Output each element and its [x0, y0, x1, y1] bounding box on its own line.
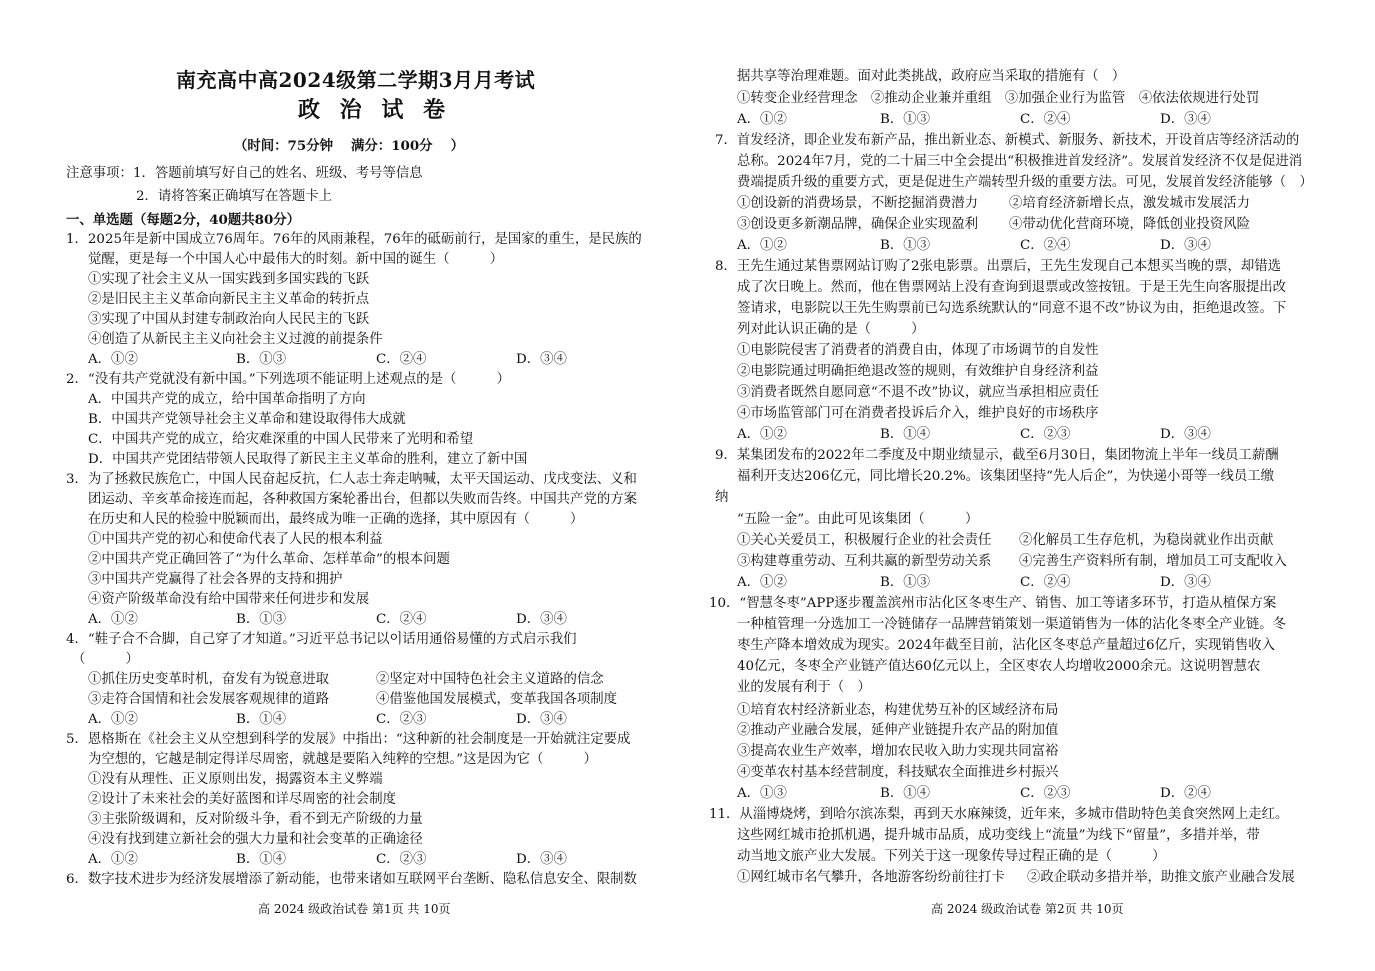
question-line: 觉醒，更是每一个中国人心中最伟大的时刻。新中国的诞生（ ） [88, 252, 504, 267]
notice-line: 2．请将答案正确填写在答题卡上 [136, 189, 332, 204]
choice-b: B．①③ [880, 112, 931, 127]
question-line: 一种植管理一分选加工一冷链储存一品牌营销策划一渠道销售为一体的沾化冬枣全产业链。冬 [737, 617, 1287, 632]
choice-a: A．①② [88, 612, 138, 627]
option-line: ③创设更多新潮品牌，确保企业实现盈利 [737, 217, 979, 232]
question-line: 10．“智慧冬枣”APP逐步覆盖滨州市沾化区冬枣生产、销售、加工等诸多环节，打造从植保方案 [709, 596, 1277, 611]
choice-d: D．③④ [1160, 575, 1211, 590]
question-line: 8．王先生通过某售票网站订购了2张电影票。出票后，王先生发现自己本想买当晚的票，却错选 [715, 259, 1282, 274]
choice-c: C．②③ [376, 852, 427, 867]
exam-subtitle: 政 治 试 卷 [298, 97, 451, 123]
option-line: ①网红城市名气攀升，各地游客纷纷前往打卡 [737, 870, 1005, 885]
choice-b: B．①③ [880, 238, 931, 253]
option-line: ④创造了从新民主主义向社会主义过渡的前提条件 [88, 332, 383, 347]
choice-c: C．②③ [376, 712, 427, 727]
page-footer: 高 2024 级政治试卷 第2页 共 10页 [931, 902, 1124, 916]
option-line: ②推动产业融合发展，延伸产业链提升农产品的附加值 [737, 723, 1059, 738]
option-line: ③消费者既然自愿同意“不退不改”协议，就应当承担相应责任 [737, 385, 1099, 400]
question-line: 枣生产降本增效成为现实。2024年截至目前，沾化区冬枣总产量超过6亿斤，实现销售收入 [737, 638, 1276, 653]
option-line: ④市场监管部门可在消费者投诉后介入，维护良好的市场秩序 [737, 406, 1099, 421]
choice-b: B．①③ [236, 612, 287, 627]
question-line: 3．为了拯救民族危亡，中国人民奋起反抗，仁人志士奔走呐喊，太平天国运动、戊戌变法、义和 [66, 472, 637, 487]
option-line: D．中国共产党团结带领人民取得了新民主主义革命的胜利，建立了新中国 [88, 452, 528, 467]
choice-c: C．②④ [1020, 112, 1071, 127]
option-line: ③走符合国情和社会发展客观规律的道路 [88, 692, 330, 707]
option-line: ③实现了中国从封建专制政治向人民民主的飞跃 [88, 312, 370, 327]
option-line: ②电影院通过明确拒绝退改签的规则，有效维护自身经济利益 [737, 364, 1099, 379]
choice-c: C．②④ [1020, 575, 1071, 590]
exam-title: 南充高中高2024级第二学期3月月考试 [176, 68, 536, 92]
choice-d: D．③④ [1160, 427, 1211, 442]
choice-a: A．①② [88, 712, 138, 727]
choice-d: D．③④ [1160, 238, 1211, 253]
question-line: 业的发展有利于（ ） [737, 680, 871, 695]
question-line: 纳 [715, 490, 729, 505]
question-line: 总称。2024年7月，党的二十届三中全会提出“积极推进首发经济”。发展首发经济不仅是促进消 [737, 154, 1303, 169]
option-line: ①中国共产党的初心和使命代表了人民的根本利益 [88, 532, 383, 547]
option-line: ①创设新的消费场景，不断挖掘消费潜力 [737, 196, 979, 211]
question-line: 费端提质升级的重要方式，更是促进生产端转型升级的重要方法。可见，发展首发经济能够（ ） [737, 175, 1313, 190]
choice-c: C．②③ [1020, 427, 1071, 442]
choice-b: B．①④ [880, 427, 931, 442]
exam-time: （时间：75分钟 满分：100分 ） [234, 138, 464, 154]
option-line: A．中国共产党的成立，给中国革命指明了方向 [88, 392, 366, 407]
option-line: ③构建尊重劳动、互利共赢的新型劳动关系 [737, 554, 992, 569]
question-line: 40亿元，冬枣全产业链产值达60亿元以上，全区枣农人均增收2000余元。这说明智慧农 [737, 659, 1261, 674]
question-line: 1．2025年是新中国成立76周年。76年的风雨兼程，76年的砥砺前行，是国家的重生，是民族的 [66, 232, 642, 247]
question-line: 签请求，电影院以王先生购票前已勾选系统默认的“同意不退不改”协议为由，拒绝退改签。下 [737, 301, 1287, 316]
option-line: ④变革农村基本经营制度，科技赋农全面推进乡村振兴 [737, 765, 1059, 780]
option-line: ③中国共产党赢得了社会各界的支持和拥护 [88, 572, 343, 587]
page-footer: 高 2024 级政治试卷 第1页 共 10页 [258, 902, 451, 916]
choice-a: A．①③ [737, 786, 787, 801]
question-line: “五险一金”。由此可见该集团（ ） [737, 512, 979, 527]
option-line: ②设计了未来社会的美好蓝图和详尽周密的社会制度 [88, 792, 396, 807]
question-line: 据共享等治理难题。面对此类挑战，政府应当采取的措施有（ ） [737, 69, 1126, 84]
choice-b: B．①④ [236, 712, 287, 727]
option-line: ②化解员工生存危机，为稳岗就业作出贡献 [1019, 533, 1274, 548]
option-line: ①关心关爱员工，积极履行企业的社会责任 [737, 533, 992, 548]
option-line: ①转变企业经营理念 ②推动企业兼并重组 ③加强企业行为监管 ④依法依规进行处罚 [737, 91, 1260, 106]
question-6-start: 6．数字技术进步为经济发展增添了新动能，也带来诸如互联网平台垄断、隐私信息安全、限制数 [66, 872, 637, 887]
question-line: 2．“没有共产党就没有新中国。”下列选项不能证明上述观点的是（ ） [66, 372, 511, 387]
question-line: 7．首发经济，即企业发布新产品，推出新业态、新模式、新服务、新技术，开设首店等经济活动的 [715, 133, 1300, 148]
question-line: 为空想的，它越是制定得详尽周密，就越是要陷入纯粹的空想。”这是因为它（ ） [88, 752, 597, 767]
option-line: ①实现了社会主义从一国实践到多国实践的飞跃 [88, 272, 370, 287]
option-line: ①电影院侵害了消费者的消费自由，体现了市场调节的自发性 [737, 343, 1099, 358]
option-line: ②培育经济新增长点，激发城市发展活力 [1009, 196, 1251, 211]
option-line: ②政企联动多措并举，助推文旅产业融合发展 [1027, 870, 1295, 885]
question-line: 4．“鞋子合不合脚，自己穿了才知道。”习近平总书记以이话用通俗易懂的方式启示我们 [66, 632, 577, 647]
option-line: ④借鉴他国发展模式，变革我国各项制度 [376, 692, 618, 707]
choice-d: D．③④ [516, 352, 567, 367]
choice-b: B．①③ [880, 575, 931, 590]
choice-c: C．②③ [1020, 786, 1071, 801]
choice-b: B．①③ [236, 352, 287, 367]
option-line: ③主张阶级调和，反对阶级斗争，看不到无产阶级的力量 [88, 812, 423, 827]
choice-d: D．③④ [516, 852, 567, 867]
choice-a: A．①② [88, 852, 138, 867]
choice-a: A．①② [88, 352, 138, 367]
question-line: （ ） [72, 652, 139, 667]
option-line: ②坚定对中国特色社会主义道路的信念 [376, 672, 604, 687]
question-line: 成了次日晚上。然而，他在售票网站上没有查询到退票或改签按钮。于是王先生向客服提出改 [737, 280, 1287, 295]
option-line: ④没有找到建立新社会的强大力量和社会变革的正确途径 [88, 832, 423, 847]
choice-d: D．③④ [516, 712, 567, 727]
question-line: 团运动、辛亥革命接连而起，各种救国方案轮番出台，但都以失败而告终。中国共产党的方案 [88, 492, 638, 507]
choice-a: A．①② [737, 238, 787, 253]
option-line: ①抓住历史变革时机，奋发有为锐意进取 [88, 672, 330, 687]
choice-a: A．①② [737, 112, 787, 127]
notice-line: 注意事项：1．答题前填写好自己的姓名、班级、考号等信息 [66, 166, 423, 181]
choice-a: A．①② [737, 427, 787, 442]
question-line: 11．从淄博烧烤，到哈尔滨冻梨，再到天水麻辣烫，近年来，多城市借助特色美食突然网上走红。 [709, 807, 1289, 822]
question-line: 这些网红城市抢抓机遇，提升城市品质，成功变线上“流量”为线下“留量”，多措并举，带 [737, 828, 1260, 843]
question-line: 动当地文旅产业大发展。下列关于这一现象传导过程正确的是（ ） [737, 849, 1166, 864]
option-line: ②中国共产党正确回答了“为什么革命、怎样革命”的根本问题 [88, 552, 450, 567]
question-line: 5．恩格斯在《社会主义从空想到科学的发展》中指出：“这种新的社会制度是一开始就注定要成 [66, 732, 631, 747]
choice-d: D．②④ [1160, 786, 1211, 801]
option-line: ④带动优化营商环境，降低创业投资风险 [1009, 217, 1251, 232]
choice-c: C．②④ [376, 612, 427, 627]
question-line: 9．某集团发布的2022年二季度及中期业绩显示，截至6月30日，集团物流上半年一线员工薪酬 [715, 448, 1279, 463]
question-line: 在历史和人民的检验中脱颖而出，最终成为唯一正确的选择，其中原因有（ ） [88, 512, 584, 527]
choice-d: D．③④ [1160, 112, 1211, 127]
option-line: B．中国共产党领导社会主义革命和建设取得伟大成就 [88, 412, 406, 427]
option-line: ③提高农业生产效率，增加农民收入助力实现共同富裕 [737, 744, 1059, 759]
choice-d: D．③④ [516, 612, 567, 627]
option-line: ①培育农村经济新业态，构建优势互补的区域经济布局 [737, 703, 1059, 718]
option-line: ④资产阶级革命没有给中国带来任何进步和发展 [88, 592, 370, 607]
option-line: ②是旧民主主义革命向新民主主义革命的转折点 [88, 292, 370, 307]
choice-c: C．②④ [1020, 238, 1071, 253]
question-line: 福利开支达206亿元，同比增长20.2%。该集团坚持“先人后企”，为快递小哥等一线员工缴 [737, 469, 1275, 484]
option-line: C．中国共产党的成立，给灾难深重的中国人民带来了光明和希望 [88, 432, 474, 447]
option-line: ①没有从理性、正义原则出发，揭露资本主义弊端 [88, 772, 383, 787]
question-line: 列对此认识正确的是（ ） [737, 322, 925, 337]
choice-a: A．①② [737, 575, 787, 590]
choice-b: B．①④ [880, 786, 931, 801]
section-heading: 一、单选题（每题2分，40题共80分） [66, 212, 301, 228]
option-line: ④完善生产资料所有制，增加员工可支配收入 [1019, 554, 1287, 569]
choice-c: C．②④ [376, 352, 427, 367]
choice-b: B．①④ [236, 852, 287, 867]
